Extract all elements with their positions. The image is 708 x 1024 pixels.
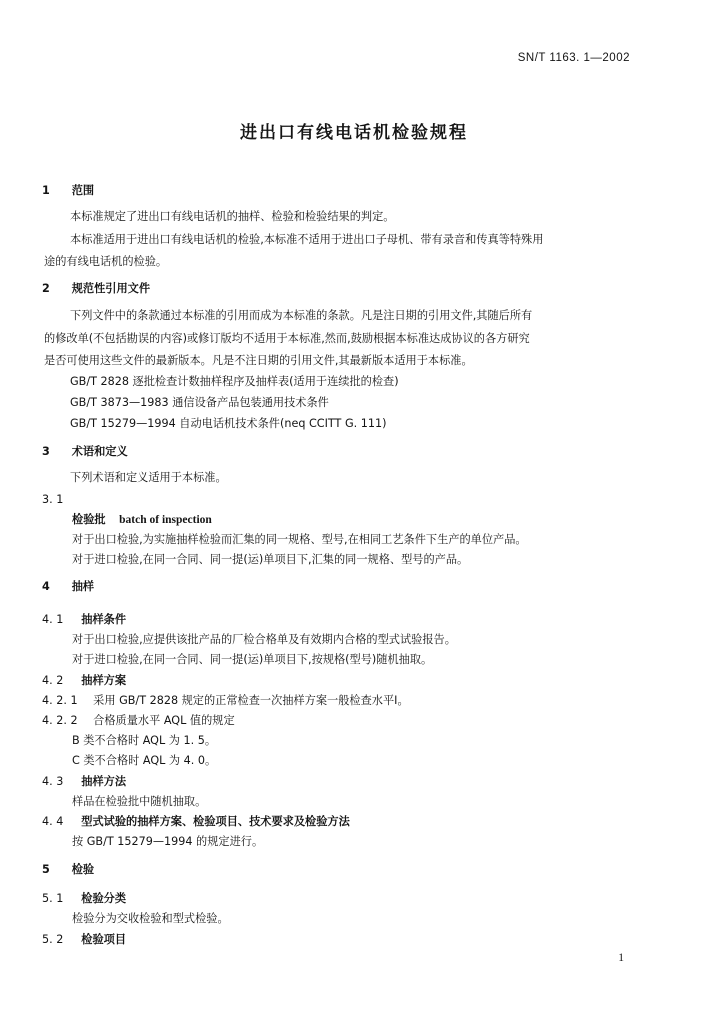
subsection-number: 4. 2 xyxy=(42,674,64,687)
section-number: 4 xyxy=(42,580,50,593)
section-number: 1 xyxy=(42,184,50,197)
subsection-number: 5. 2 xyxy=(42,933,64,946)
standard-number: SN/T 1163. 1—2002 xyxy=(517,52,630,64)
subsection-5-2-heading xyxy=(42,933,126,947)
subsection-number: 4. 1 xyxy=(42,613,64,626)
paragraph: 本标准规定了进出口有线电话机的抽样、检验和检验结果的判定。 xyxy=(70,210,395,223)
section-2-heading xyxy=(42,282,150,296)
subsection-title: 型式试验的抽样方案、检验项目、技术要求及检验方法 xyxy=(81,815,350,828)
clause-number: 4. 2. 2 xyxy=(42,714,78,727)
section-title: 范围 xyxy=(71,184,95,197)
subsection-title: 检验项目 xyxy=(81,933,127,946)
paragraph: 按 GB/T 15279—1994 的规定进行。 xyxy=(72,835,264,848)
section-title: 抽样 xyxy=(71,580,95,593)
subsection-4-4-heading xyxy=(42,815,350,829)
paragraph-line: 本标准适用于进出口有线电话机的检验,本标准不适用于进出口子母机、带有录音和传真等特殊用 xyxy=(70,233,544,246)
paragraph-line: 下列文件中的条款通过本标准的引用而成为本标准的条款。凡是注日期的引用文件,其随后所有 xyxy=(70,309,533,322)
subsection-title: 抽样方法 xyxy=(81,775,127,788)
clause-number: 4. 2. 1 xyxy=(42,694,78,707)
paragraph: 样品在检验批中随机抽取。 xyxy=(72,795,207,808)
subsection-title: 检验分类 xyxy=(81,892,127,905)
definition-line: 对于进口检验,在同一合同、同一提(运)单项目下,汇集的同一规格、型号的产品。 xyxy=(72,553,469,566)
subsection-4-3-heading xyxy=(42,775,126,789)
page-number: 1 xyxy=(618,952,624,964)
section-title: 规范性引用文件 xyxy=(71,282,151,295)
aql-line-c: C 类不合格时 AQL 为 4. 0。 xyxy=(72,754,217,767)
subsection-number: 5. 1 xyxy=(42,892,64,905)
subsection-4-1-heading xyxy=(42,613,126,627)
subsection-number: 4. 4 xyxy=(42,815,64,828)
term-english: batch of inspection xyxy=(119,514,212,526)
subsection-title: 抽样条件 xyxy=(81,613,127,626)
clause-4-2-2 xyxy=(42,714,235,728)
definition-line: 对于出口检验,为实施抽样检验而汇集的同一规格、型号,在相同工艺条件下生产的单位产品。 xyxy=(72,533,527,546)
term-chinese: 检验批 xyxy=(72,513,106,526)
section-title: 术语和定义 xyxy=(71,445,128,458)
reference-item: GB/T 15279—1994 自动电话机技术条件(neq CCITT G. 111) xyxy=(70,417,387,430)
aql-line-b: B 类不合格时 AQL 为 1. 5。 xyxy=(72,734,217,747)
section-number: 2 xyxy=(42,282,50,295)
paragraph-line: 对于出口检验,应提供该批产品的厂检合格单及有效期内合格的型式试验报告。 xyxy=(72,633,456,646)
subsection-number: 4. 3 xyxy=(42,775,64,788)
paragraph-line: 途的有线电话机的检验。 xyxy=(44,255,168,268)
section-number: 3 xyxy=(42,445,50,458)
paragraph-line: 是否可使用这些文件的最新版本。凡是不注日期的引用文件,其最新版本适用于本标准。 xyxy=(44,354,473,367)
section-number: 5 xyxy=(42,863,50,876)
section-5-heading xyxy=(42,863,94,877)
clause-text: 合格质量水平 AQL 值的规定 xyxy=(93,714,235,727)
paragraph: 下列术语和定义适用于本标准。 xyxy=(70,471,227,484)
subsection-title: 抽样方案 xyxy=(81,674,127,687)
document-title: 进出口有线电话机检验规程 xyxy=(240,123,468,143)
term-line xyxy=(72,513,212,527)
paragraph: 检验分为交收检验和型式检验。 xyxy=(72,912,229,925)
clause-text: 采用 GB/T 2828 规定的正常检查一次抽样方案一般检查水平Ⅰ。 xyxy=(93,694,409,707)
subsection-4-2-heading xyxy=(42,674,126,688)
clause-4-2-1 xyxy=(42,694,409,708)
section-3-heading xyxy=(42,445,128,459)
paragraph-line: 的修改单(不包括勘误的内容)或修订版均不适用于本标准,然而,鼓励根据本标准达成协议的各方研究 xyxy=(44,332,530,345)
section-title: 检验 xyxy=(71,863,95,876)
paragraph-line: 对于进口检验,在同一合同、同一提(运)单项目下,按规格(型号)随机抽取。 xyxy=(72,653,433,666)
subsection-number: 3. 1 xyxy=(42,493,64,506)
reference-item: GB/T 2828 逐批检查计数抽样程序及抽样表(适用于连续批的检查) xyxy=(70,375,399,388)
subsection-5-1-heading xyxy=(42,892,126,906)
reference-item: GB/T 3873—1983 通信设备产品包装通用技术条件 xyxy=(70,396,329,409)
section-4-heading xyxy=(42,580,94,594)
section-1-heading xyxy=(42,184,94,198)
